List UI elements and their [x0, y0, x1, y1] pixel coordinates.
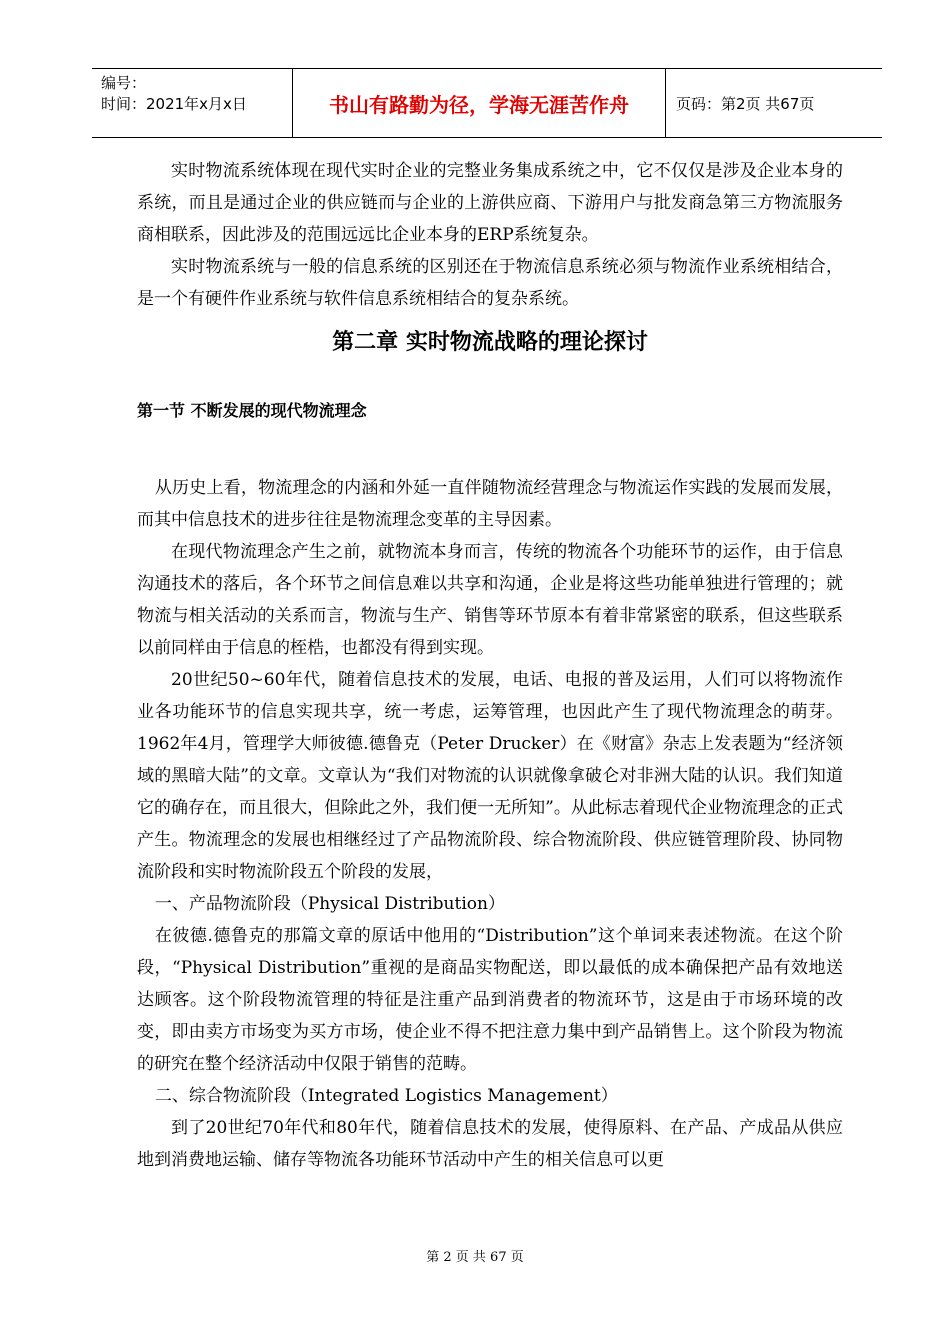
paragraph: 实时物流系统体现在现代实时企业的完整业务集成系统之中，它不仅仅是涉及企业本身的系统，而且是通过企业的供应链而与企业的上游供应商、下游用户与批发商急第三方物流服务商相联系，因此涉及的范围远远比企业本身的ERP系统复杂。 [137, 161, 843, 245]
header-divider [665, 69, 666, 137]
subheading: 二、综合物流阶段（Integrated Logistics Management） [154, 1086, 618, 1106]
paragraph: 在彼德.德鲁克的那篇文章的原话中他用的“Distribution”这个单词来表述物流。在这个阶段，“Physical Distribution”重视的是商品实物配送，即以最低的成本确保把产品有效地送达顾客。这个阶段物流管理的特征是注重产品到消费者的物流环节，这是由于市场环境的改变，即由卖方市场变为买方市场，使企业不得不把注意力集中到产品销售上。这个阶段为物流的研究在整个经济活动中仅限于销售的范畴。 [137, 926, 843, 1074]
paragraph: 实时物流系统与一般的信息系统的区别还在于物流信息系统必须与物流作业系统相结合，是一个有硬件作业系统与软件信息系统相结合的复杂系统。 [137, 257, 843, 309]
header-page-number: 页码：第2页 共67页 [676, 95, 815, 113]
paragraph: 在现代物流理念产生之前，就物流本身而言，传统的物流各个功能环节的运作，由于信息沟通技术的落后，各个环节之间信息难以共享和沟通，企业是将这些功能单独进行管理的；就物流与相关活动的关系而言，物流与生产、销售等环节原本有着非常紧密的联系，但这些联系以前同样由于信息的桎梏，也都没有得到实现。 [137, 542, 843, 658]
paragraph: 到了20世纪70年代和80年代，随着信息技术的发展，使得原料、在产品、产成品从供应地到消费地运输、储存等物流各功能环节活动中产生的相关信息可以更 [137, 1118, 843, 1170]
page-header [92, 68, 882, 138]
subheading: 一、产品物流阶段（Physical Distribution） [154, 894, 505, 914]
document-body [137, 155, 843, 1176]
header-number: 编号： [101, 74, 147, 92]
header-motto: 书山有路勤为径，学海无涯苦作舟 [329, 92, 629, 117]
chapter-title: 第二章 实时物流战略的理论探讨 [332, 330, 648, 355]
paragraph: 20世纪50~60年代，随着信息技术的发展，电话、电报的普及运用，人们可以将物流作业各功能环节的信息实现共享，统一考虑，运筹管理，也因此产生了现代物流理念的萌芽。1962年4月，管理学大师彼德.德鲁克（Peter Drucker）在《财富》杂志上发表题为“经济领域的黑暗大陆”的文章。文章认为“我们对物流的认识就像拿破仑对非洲大陆的认识。我们知道它的确存在，而且很大，但除此之外，我们便一无所知”。从此标志着现代企业物流理念的正式产生。物流理念的发展也相继经过了产品物流阶段、综合物流阶段、供应链管理阶段、协同物流阶段和实时物流阶段五个阶段的发展， [137, 670, 843, 882]
header-time: 时间：2021年x月x日 [101, 95, 247, 113]
page-footer: 第 2 页 共 67 页 [426, 1250, 524, 1265]
header-meta [101, 73, 247, 115]
section-title: 第一节 不断发展的现代物流理念 [137, 401, 367, 420]
paragraph: 从历史上看，物流理念的内涵和外延一直伴随物流经营理念与物流运作实践的发展而发展，而其中信息技术的进步往往是物流理念变革的主导因素。 [137, 478, 843, 530]
